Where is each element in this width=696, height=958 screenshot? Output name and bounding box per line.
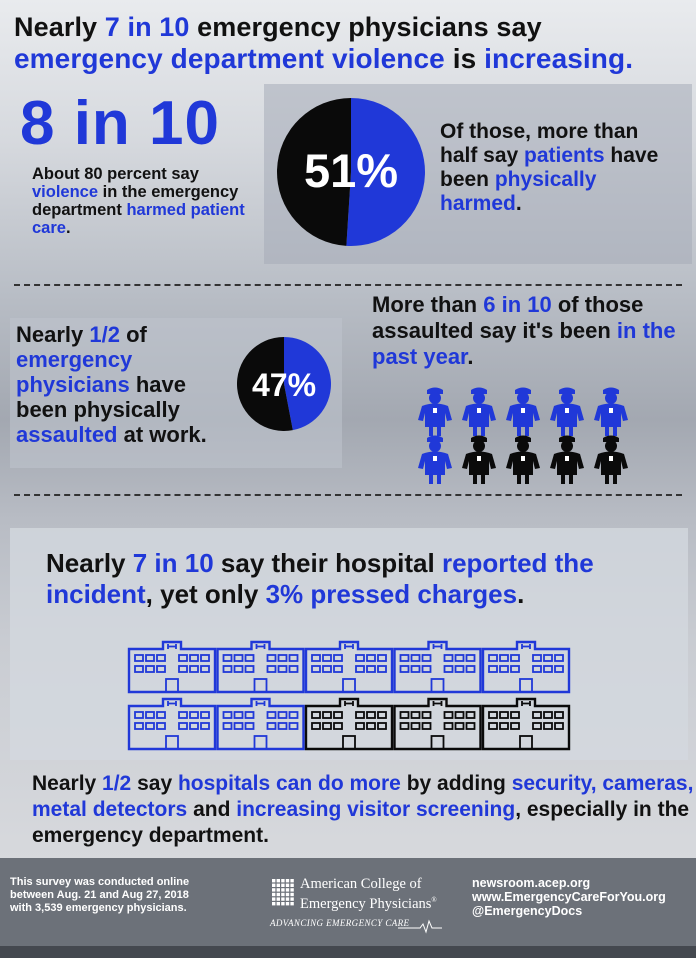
logo-square: [290, 888, 293, 891]
physician-icon: [506, 388, 540, 437]
hospital-icon: [218, 642, 304, 692]
contact-links: [472, 876, 696, 918]
physician-pictograph: [412, 384, 640, 484]
stat-security-text: Nearly 1/2 say hospitals can do more by adding security, cameras, metal detectors and increasing visitor screening, especially in the emergency department.: [32, 772, 694, 847]
footer-bottom-bar: [0, 946, 696, 958]
logo-square: [277, 902, 280, 905]
divider-2: [14, 494, 682, 496]
logo-square: [286, 888, 289, 891]
pie-chart-47: [236, 336, 332, 432]
stat-6in10-text: More than 6 in 10 of those assaulted say it's been in the past year.: [372, 292, 676, 369]
logo-square: [272, 879, 275, 882]
logo-square: [272, 902, 275, 905]
logo-square: [290, 884, 293, 887]
physician-icon: [594, 436, 628, 485]
physician-icon: [462, 388, 496, 437]
pie-51-label: 51%: [303, 144, 399, 197]
logo-square: [286, 879, 289, 882]
logo-square: [272, 897, 275, 900]
divider-1: [14, 284, 682, 286]
hospital-icon: [306, 642, 392, 692]
headline-line-1: Nearly 7 in 10 emergency physicians say: [14, 12, 542, 42]
physician-icon: [462, 436, 496, 485]
logo-square: [272, 888, 275, 891]
link-emergency-care[interactable]: www.EmergencyCareForYou.org: [472, 890, 666, 904]
logo-square: [281, 902, 284, 905]
logo-square: [277, 893, 280, 896]
logo-square: [286, 884, 289, 887]
logo-square: [290, 893, 293, 896]
physician-icon: [550, 436, 584, 485]
logo-square: [281, 888, 284, 891]
hospital-icon: [395, 699, 481, 749]
logo-square: [281, 897, 284, 900]
logo-square: [286, 897, 289, 900]
heartbeat-line-icon: [398, 918, 442, 934]
hospital-icon: [395, 642, 481, 692]
logo-square: [277, 879, 280, 882]
stat-51-text: Of those, more than half say patients have been physically harmed.: [440, 120, 659, 215]
survey-note: This survey was conducted online between Aug. 21 and Aug 27, 2018 with 3,539 emergency physicians.: [10, 876, 190, 914]
logo-square: [272, 893, 275, 896]
logo-square: [272, 884, 275, 887]
acep-name: American College of Emergency Physicians®: [300, 876, 437, 912]
hospital-pictograph: [126, 636, 572, 752]
logo-square: [277, 888, 280, 891]
headline-line-2: emergency department violence is increasing.: [14, 43, 634, 74]
headline: [14, 12, 690, 74]
physician-icon: [594, 388, 628, 437]
physician-icon: [418, 436, 452, 485]
stat-reported-text: Nearly 7 in 10 say their hospital reported the incident, yet only 3% pressed charges.: [46, 548, 594, 609]
link-twitter[interactable]: @EmergencyDocs: [472, 904, 583, 918]
pie-47-label: 47%: [251, 367, 317, 403]
physician-icon: [550, 388, 584, 437]
hospital-icon: [129, 699, 215, 749]
logo-square: [290, 902, 293, 905]
logo-square: [286, 902, 289, 905]
link-newsroom[interactable]: newsroom.acep.org: [472, 876, 591, 890]
physician-icon: [506, 436, 540, 485]
hospital-icon: [483, 642, 569, 692]
hospital-icon: [483, 699, 569, 749]
logo-square: [281, 884, 284, 887]
logo-square: [281, 879, 284, 882]
logo-square: [281, 893, 284, 896]
logo-square: [290, 879, 293, 882]
acep-tagline: ADVANCING EMERGENCY CARE: [270, 918, 410, 928]
hospital-icon: [218, 699, 304, 749]
pie-chart-51: [276, 97, 426, 247]
stat-47-text: Nearly 1/2 of emergency physicians have been physically assaulted at work.: [16, 322, 207, 447]
physician-icon: [418, 388, 452, 437]
acep-logo-icon: [270, 878, 296, 908]
stat-8in10-text: About 80 percent say violence in the emergency department harmed patient care.: [32, 165, 245, 237]
hospital-icon: [129, 642, 215, 692]
hospital-icon: [306, 699, 392, 749]
big-stat-8-in-10: 8 in 10: [20, 89, 220, 158]
logo-square: [277, 897, 280, 900]
logo-square: [286, 893, 289, 896]
logo-square: [277, 884, 280, 887]
logo-square: [290, 897, 293, 900]
